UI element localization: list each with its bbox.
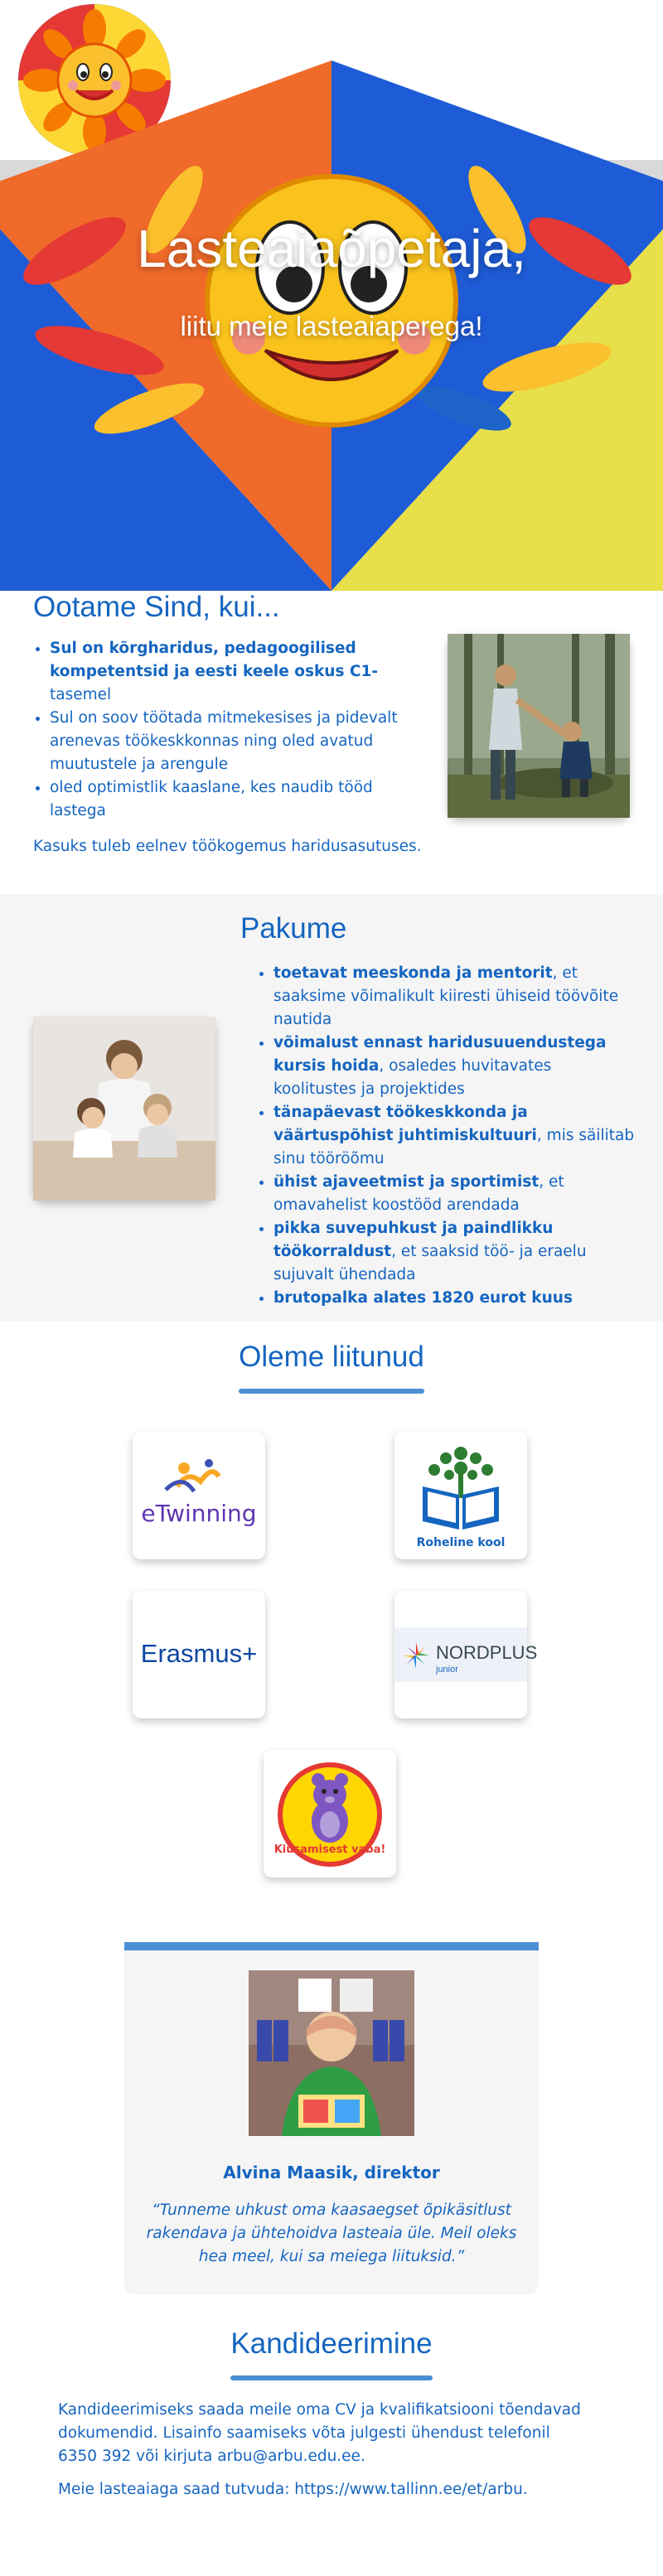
- application-heading: Kandideerimine: [230, 2327, 433, 2360]
- director-quote: “Tunneme uhkust oma kaasaegset õpikäsitlust rakendava ja ühtehoidva lasteaia üle. Meil oleks hea meel, kui sa meiega liituksid.”: [146, 2201, 517, 2265]
- list-item-bold: võimalust ennast haridusuuendustega kursis hoida: [273, 1034, 607, 1075]
- list-item: [273, 962, 638, 1032]
- svg-text:Erasmus+: Erasmus+: [140, 1639, 258, 1668]
- director-section: [0, 1942, 663, 2327]
- requirements-heading: Ootame Sind, kui...: [33, 591, 280, 623]
- benefits-heading: Pakume: [240, 912, 347, 945]
- hero-title: Lasteaiaõpetaja,: [137, 219, 526, 278]
- website-text: Meie lasteaiaga saad tutvuda: https://www.tallinn.ee/et/arbu.: [58, 2481, 528, 2498]
- list-item: [50, 707, 414, 776]
- roheline-kool-logo-card[interactable]: [394, 1432, 527, 1559]
- list-item: [273, 1287, 638, 1310]
- erasmus-icon: [133, 1591, 265, 1718]
- nordplus-icon: [394, 1591, 538, 1718]
- hero-background-icon: [0, 160, 663, 425]
- partners-heading: Oleme liitunud: [239, 1341, 424, 1373]
- svg-text:eTwinning: eTwinning: [141, 1500, 257, 1527]
- list-item-text: , mis säilitab sinu tööröõmu: [273, 1127, 635, 1167]
- list-item: [273, 1101, 638, 1171]
- hero-subtitle: liitu meie lasteaiaperega!: [180, 311, 483, 341]
- list-item-bold: brutopalka alates 1820 eurot kuus: [273, 1289, 573, 1307]
- erasmus-logo-card[interactable]: [133, 1591, 265, 1718]
- list-item-bold: Sul on kõrgharidus, pedagoogilised kompetentsid ja eesti keele oskus C1-: [50, 640, 379, 680]
- svg-text:Kiusamisest vaba!: Kiusamisest vaba!: [273, 1844, 386, 1856]
- kiusamisest-vaba-logo-card[interactable]: [264, 1750, 396, 1878]
- requirements-list: [50, 637, 414, 823]
- list-item-bold: tänapäevast töökeskkonda ja väärtuspõhist juhtimiskultuuri: [273, 1104, 537, 1144]
- etwinning-icon: [133, 1432, 265, 1559]
- list-item-text: , et saaksime võimalikult kiiresti ühiseid töövõite nautida: [273, 964, 619, 1028]
- application-section: [0, 2327, 663, 2576]
- list-item: [273, 1217, 638, 1287]
- svg-text:Roheline kool: Roheline kool: [416, 1536, 506, 1549]
- application-text: Kandideerimiseks saada meile oma CV ja kvalifikatsiooni tõendavad dokumendid. Lisainfo saamiseks võta julgesti ühendust telefonil 6350 392 või kirjuta arbu@arbu.edu.ee.: [58, 2401, 581, 2465]
- list-item: [273, 1171, 638, 1217]
- heading-underline: [230, 2375, 433, 2380]
- list-item-text: oled optimistlik kaaslane, kes naudib tööd lastega: [50, 779, 373, 819]
- list-item-bold: ühist ajaveetmist ja sportimist: [273, 1173, 540, 1191]
- etwinning-logo-card[interactable]: [133, 1432, 265, 1559]
- benefits-section: [0, 894, 663, 1321]
- director-name: Alvina Maasik, direktor: [223, 2163, 440, 2182]
- card-topbar: [124, 1942, 539, 1950]
- partners-section: [0, 1321, 663, 1942]
- hero-banner: [0, 160, 663, 425]
- experience-note: Kasuks tuleb eelnev töökogemus haridusasutuses.: [33, 838, 422, 855]
- list-item-bold: toetavat meeskonda ja mentorit: [273, 964, 553, 982]
- list-item-text: , et omavahelist koostööd arendada: [273, 1173, 564, 1214]
- nordplus-logo-card[interactable]: [394, 1591, 538, 1718]
- heading-underline: [239, 1389, 424, 1394]
- svg-text:NORDPLUS: NORDPLUS: [436, 1642, 538, 1663]
- requirements-section: [0, 591, 663, 881]
- roheline-kool-icon: [394, 1432, 527, 1559]
- svg-text:junior: junior: [436, 1665, 458, 1675]
- list-item-text: tasemel: [50, 686, 112, 703]
- list-item: [50, 776, 414, 823]
- list-item-text: , osaledes huvitavates koolitustes ja projektides: [273, 1057, 552, 1098]
- bear-logo-icon: [264, 1750, 396, 1878]
- list-item-text: Sul on soov töötada mitmekesises ja pidevalt arenevas töökeskkonnas ning oled avatud muutustele ja arengule: [50, 709, 398, 773]
- benefits-list: [273, 962, 638, 1310]
- list-item: [50, 637, 414, 707]
- list-item-bold: pikka suvepuhkust ja paindlikku töökorraldust: [273, 1220, 554, 1260]
- family-photo: [33, 1017, 215, 1201]
- director-card: [124, 1942, 539, 2294]
- list-item: [273, 1032, 638, 1101]
- avatar: [249, 1970, 414, 2136]
- list-item-text: , et saaksid töö- ja eraelu sujuvalt ühendada: [273, 1243, 587, 1283]
- forest-photo: [448, 634, 630, 818]
